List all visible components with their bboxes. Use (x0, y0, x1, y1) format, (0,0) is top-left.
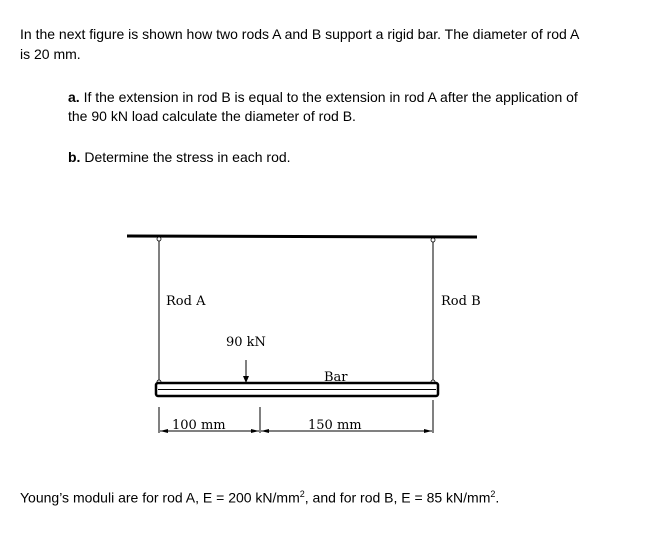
moduli-prefix: Young’s moduli are for rod A, E = 200 kN/mm (20, 489, 300, 506)
load-label: 90 kN (226, 335, 266, 350)
dim-right-label: 150 mm (308, 418, 362, 433)
dim-left-label: 100 mm (172, 418, 226, 433)
moduli-sup-2: 2 (490, 489, 496, 499)
rod-b-top-pin (431, 238, 435, 242)
part-a-text-1: If the extension in rod B is equal to the extension in rod A after the application of (83, 89, 578, 105)
moduli-sup-1: 2 (299, 489, 305, 499)
bar-label: Bar (324, 370, 348, 385)
dim-arrow-left-end (251, 429, 259, 433)
part-a-line-2: the 90 kN load calculate the diameter of rod B. (68, 108, 356, 124)
rod-b-label: Rod B (441, 294, 481, 309)
intro-line-1: In the next figure is shown how two rods A and B support a rigid bar. The diameter of rod A (20, 26, 580, 42)
part-a-letter: a. (68, 89, 80, 105)
intro-line-2: is 20 mm. (20, 46, 81, 62)
rod-a-top-pin (157, 237, 161, 241)
dim-arrow-left-start (160, 429, 168, 433)
part-b-text: Determine the stress in each rod. (84, 149, 291, 165)
part-b-letter: b. (68, 149, 81, 165)
moduli-line (20, 484, 499, 508)
moduli-suffix: . (495, 489, 500, 506)
rod-a-label: Rod A (166, 294, 206, 309)
ceiling-support (127, 236, 477, 237)
moduli-middle: , and for rod B, E = 85 kN/mm (304, 489, 491, 506)
dim-arrow-right-end (424, 429, 432, 433)
dim-arrow-right-start (261, 429, 269, 433)
